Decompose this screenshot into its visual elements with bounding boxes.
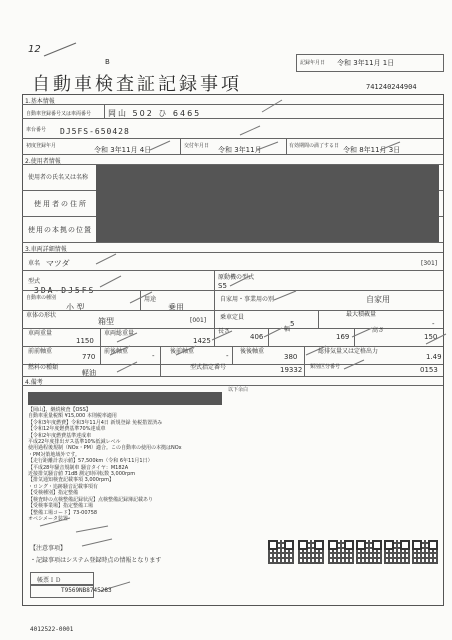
- type-number-label: 型式指定番号: [190, 364, 227, 371]
- remark-line: 【排気通知検査記載事項 3,000rpm】: [28, 477, 115, 484]
- remark-line: 【令和3年度燃費】令和3年11月4日 新規登録 免税措置済み: [28, 419, 163, 426]
- handwritten-mark: 12: [28, 44, 41, 55]
- below-blank-text: 以下余白: [228, 387, 249, 393]
- fuel-label: 燃料の種類: [28, 364, 59, 371]
- displacement-label: 総排気量又は定格出力: [318, 348, 379, 355]
- remark-line: 近接排気騒音値 71dB 測定時回転数 3,000rpm: [28, 471, 136, 478]
- fuel-value: 軽油: [82, 369, 96, 377]
- address-label: 使用者の住所: [34, 200, 88, 208]
- remark-line: 【岡山】、継続検査【OSS】: [28, 407, 91, 413]
- use-label: 用途: [144, 296, 157, 303]
- title-mark: B: [105, 58, 110, 66]
- remark-line: オペシメータ装置: [28, 515, 68, 522]
- front-rear-axle-value: -: [152, 352, 155, 360]
- length-value: 406: [250, 333, 264, 341]
- qr-code: [328, 540, 354, 564]
- displacement-value: 1.49: [426, 353, 442, 361]
- body-shape-label: 車体の形状: [26, 312, 57, 319]
- first-reg-label: 初度登録年月: [26, 143, 57, 149]
- capacity-label: 乗車定員: [220, 314, 245, 321]
- private-use-value: 自家用: [366, 295, 390, 304]
- width-value: 169: [336, 333, 350, 341]
- form-id-value-box: [30, 584, 112, 598]
- private-use-label: 自家用・事業用の別: [220, 296, 275, 303]
- issue-date-value: 令和 3年11月: [218, 146, 262, 154]
- rear-rear-axle-value: 380: [284, 353, 298, 361]
- base-location-label: 使用の本拠の位置: [28, 226, 92, 234]
- reg-number-label: 自動車登録番号又は車両番号: [26, 111, 92, 117]
- section-user-heading: 2.使用者情報: [25, 158, 61, 165]
- expiry-label: 有効期間の満了する日: [289, 143, 340, 149]
- front-rear-axle-label: 前後軸重: [104, 348, 129, 355]
- notes-heading: 【注意事項】: [30, 545, 67, 552]
- remark-line: 【整備工場コード】73-00758: [28, 509, 98, 516]
- record-date-value: 令和 3年11月 1日: [337, 59, 395, 67]
- remark-line: 【平成28年騒音規制車 騒音タイヤ：M182A: [28, 464, 129, 471]
- remark-line: 【検査時の点検整備記録状況】点検整備記録簿記載あり: [28, 496, 154, 503]
- body-shape-value: 箱型: [98, 317, 114, 326]
- record-date-label: 記録年月日: [300, 60, 326, 66]
- capacity-value: 5: [290, 320, 295, 328]
- qr-code: [268, 540, 294, 564]
- reg-number-value: 岡山 502 ひ 6465: [108, 109, 202, 118]
- chassis-label: 車台番号: [26, 127, 47, 133]
- form-id-label: 帳票ＩＤ: [37, 577, 62, 584]
- qr-code: [356, 540, 382, 564]
- height-value: 150: [424, 333, 438, 341]
- owner-label: 使用者の氏名又は名称: [28, 174, 89, 181]
- remark-line: 【受検事業場】指定整備工場: [28, 503, 94, 510]
- rear-front-axle-value: -: [226, 352, 229, 360]
- class-number-label: 類別区分番号: [310, 364, 341, 370]
- qr-code: [384, 540, 410, 564]
- maker-label: 車名: [28, 260, 41, 267]
- use-value: 乗用: [168, 303, 184, 312]
- section-remarks-heading: 4.備考: [25, 379, 43, 386]
- remark-line: 【走行距離計表示値】57,500km（令和 6年11月1日）: [28, 458, 153, 465]
- section-vehicle-heading: 3.車両詳細情報: [25, 246, 67, 253]
- engine-value: S5: [218, 282, 227, 290]
- qr-code: [412, 540, 438, 564]
- qr-code: [298, 540, 324, 564]
- remark-line: 平成22年度排出ガス基準10%低減レベル: [28, 439, 121, 446]
- engine-label: 原動機の型式: [218, 274, 255, 281]
- form-id-value: T9569NB8745283: [61, 587, 112, 594]
- max-load-label: 最大積載量: [346, 311, 377, 318]
- remark-line: 使用過程後規制（NOx・PM）適合。この自動車の使用の本拠はNOx: [28, 445, 182, 452]
- first-reg-value: 令和 3年11月 4日: [94, 146, 152, 154]
- remark-line: 【受検種別】指定整備: [28, 490, 79, 497]
- gross-weight-label: 車両総重量: [104, 330, 135, 337]
- notes-line: ・記録事項はシステム登録時点の情報となります: [30, 557, 162, 564]
- weight-label: 車両重量: [28, 330, 53, 337]
- remark-line: 【令和12年度燃費基準70%達成車: [28, 426, 106, 433]
- type-number-value: 19332: [280, 366, 303, 374]
- weight-value: 1150: [76, 337, 94, 345]
- model-value: 3DA-DJ5FS: [34, 286, 96, 295]
- class-number-value: 0153: [420, 366, 438, 374]
- remark-line: ・ロング・追跡騒音記載事項有: [28, 483, 98, 490]
- length-label: 長さ: [218, 328, 231, 335]
- kind-value: 小 型: [66, 303, 85, 312]
- body-shape-code: [001]: [190, 317, 207, 324]
- front-front-axle-value: 770: [82, 353, 96, 361]
- kind-label: 自動車の種別: [26, 295, 57, 301]
- height-label: 高さ: [372, 327, 385, 334]
- page-title: 自動車検査証記録事項: [32, 74, 242, 95]
- remark-line: ・PM対策地域外です。: [28, 451, 80, 458]
- maker-code: [301]: [421, 260, 438, 267]
- remark-line: 【令和2年度燃費基準達成車: [28, 432, 92, 439]
- remark-line: 自動車重量税額 ¥15,000 本則税率適用: [28, 413, 117, 420]
- chassis-value: DJ5FS-650428: [60, 127, 130, 136]
- rear-front-axle-label: 後前軸重: [170, 348, 195, 355]
- expiry-value: 令和 8年11月 3日: [343, 146, 401, 154]
- document-number: 741240244904: [366, 83, 417, 91]
- model-label: 型式: [28, 278, 41, 285]
- section-basic-heading: 1.基本情報: [25, 98, 55, 105]
- footer-code: 4012522-0001: [30, 626, 74, 633]
- front-front-axle-label: 前前軸重: [28, 348, 53, 355]
- gross-weight-value: 1425: [193, 337, 211, 345]
- issue-date-label: 交付年月日: [184, 143, 210, 149]
- max-load-value: -: [432, 320, 435, 328]
- maker-value: マツダ: [46, 259, 70, 268]
- rear-rear-axle-label: 後後軸重: [240, 348, 265, 355]
- width-label: 幅: [284, 326, 291, 333]
